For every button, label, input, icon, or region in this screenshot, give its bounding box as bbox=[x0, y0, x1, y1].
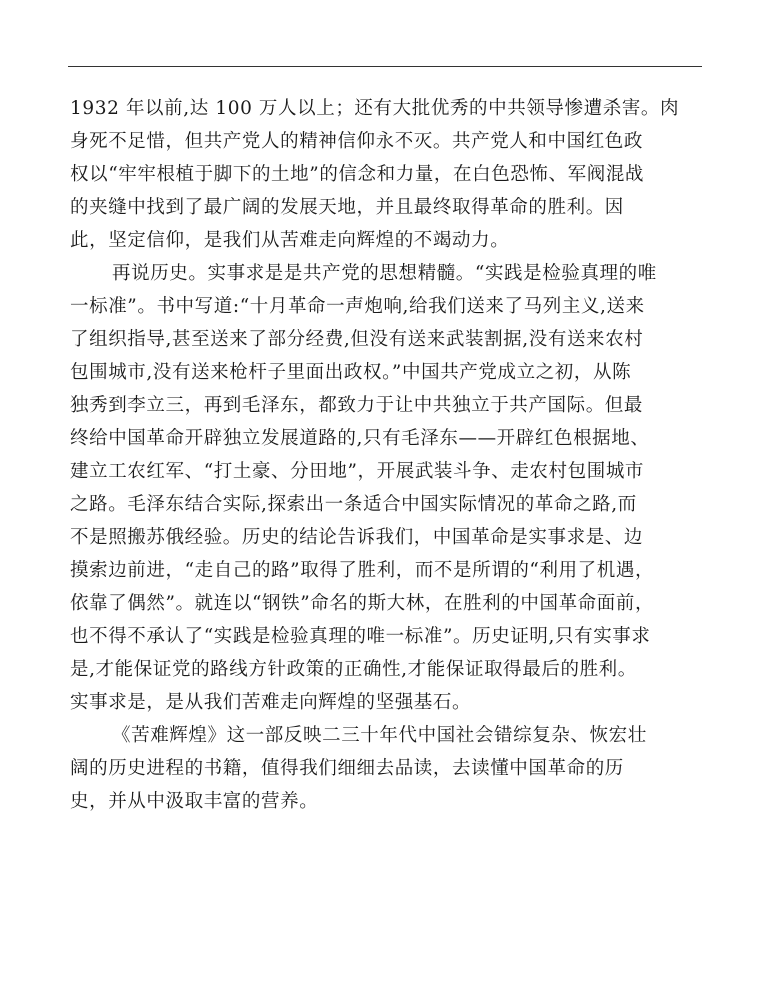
header-rule bbox=[68, 66, 702, 67]
text-line: 摸索边前进，“走自己的路”取得了胜利，而不是所谓的“利用了机遇， bbox=[70, 560, 655, 581]
text-line: 一标准”。书中写道:“十月革命一声炮响,给我们送来了马列主义,送来 bbox=[70, 296, 645, 317]
text-line: 终给中国革命开辟独立发展道路的,只有毛泽东——开辟红色根据地、 bbox=[70, 428, 650, 449]
text-line: 权以“牢牢根植于脚下的土地”的信念和力量，在白色恐怖、军阀混战 bbox=[70, 164, 645, 185]
body-text bbox=[70, 92, 710, 818]
text-line: 身死不足惜，但共产党人的精神信仰永不灭。共产党人和中国红色政 bbox=[70, 131, 644, 152]
text-line: 包围城市,没有送来枪杆子里面出政权。”中国共产党成立之初，从陈 bbox=[70, 362, 632, 383]
text-line: 依靠了偶然”。就连以“钢铁”命名的斯大林，在胜利的中国革命面前， bbox=[70, 593, 655, 614]
text-line: 的夹缝中找到了最广阔的发展天地，并且最终取得革命的胜利。因 bbox=[70, 197, 624, 218]
text-line: 建立工农红军、“打土豪、分田地”，开展武装斗争、走农村包围城市 bbox=[70, 461, 645, 482]
text-line: 是,才能保证党的路线方针政策的正确性,才能保证取得最后的胜利。 bbox=[70, 659, 637, 680]
text-line: 了组织指导,甚至送来了部分经费,但没有送来武装割据,没有送来农村 bbox=[70, 329, 644, 350]
text-line: 阔的历史进程的书籍，值得我们细细去品读，去读懂中国革命的历 bbox=[70, 758, 624, 779]
text-line: 史，并从中汲取丰富的营养。 bbox=[70, 791, 319, 812]
text-line: 也不得不承认了“实践是检验真理的唯一标准”。历史证明,只有实事求 bbox=[70, 626, 651, 647]
text-line: 1932 年以前,达 100 万人以上；还有大批优秀的中共领导惨遭杀害。肉 bbox=[70, 98, 680, 119]
text-line: 《苦难辉煌》这一部反映二三十年代中国社会错综复杂、恢宏壮 bbox=[112, 725, 647, 746]
text-line: 之路。毛泽东结合实际,探索出一条适合中国实际情况的革命之路,而 bbox=[70, 494, 637, 515]
text-line: 独秀到李立三，再到毛泽东，都致力于让中共独立于共产国际。但最 bbox=[70, 395, 644, 416]
text-line: 再说历史。实事求是是共产党的思想精髓。“实践是检验真理的唯 bbox=[112, 263, 657, 284]
text-line: 不是照搬苏俄经验。历史的结论告诉我们，中国革命是实事求是、边 bbox=[70, 527, 644, 548]
text-line: 此，坚定信仰，是我们从苦难走向辉煌的不竭动力。 bbox=[70, 230, 510, 251]
text-line: 实事求是，是从我们苦难走向辉煌的坚强基石。 bbox=[70, 692, 472, 713]
